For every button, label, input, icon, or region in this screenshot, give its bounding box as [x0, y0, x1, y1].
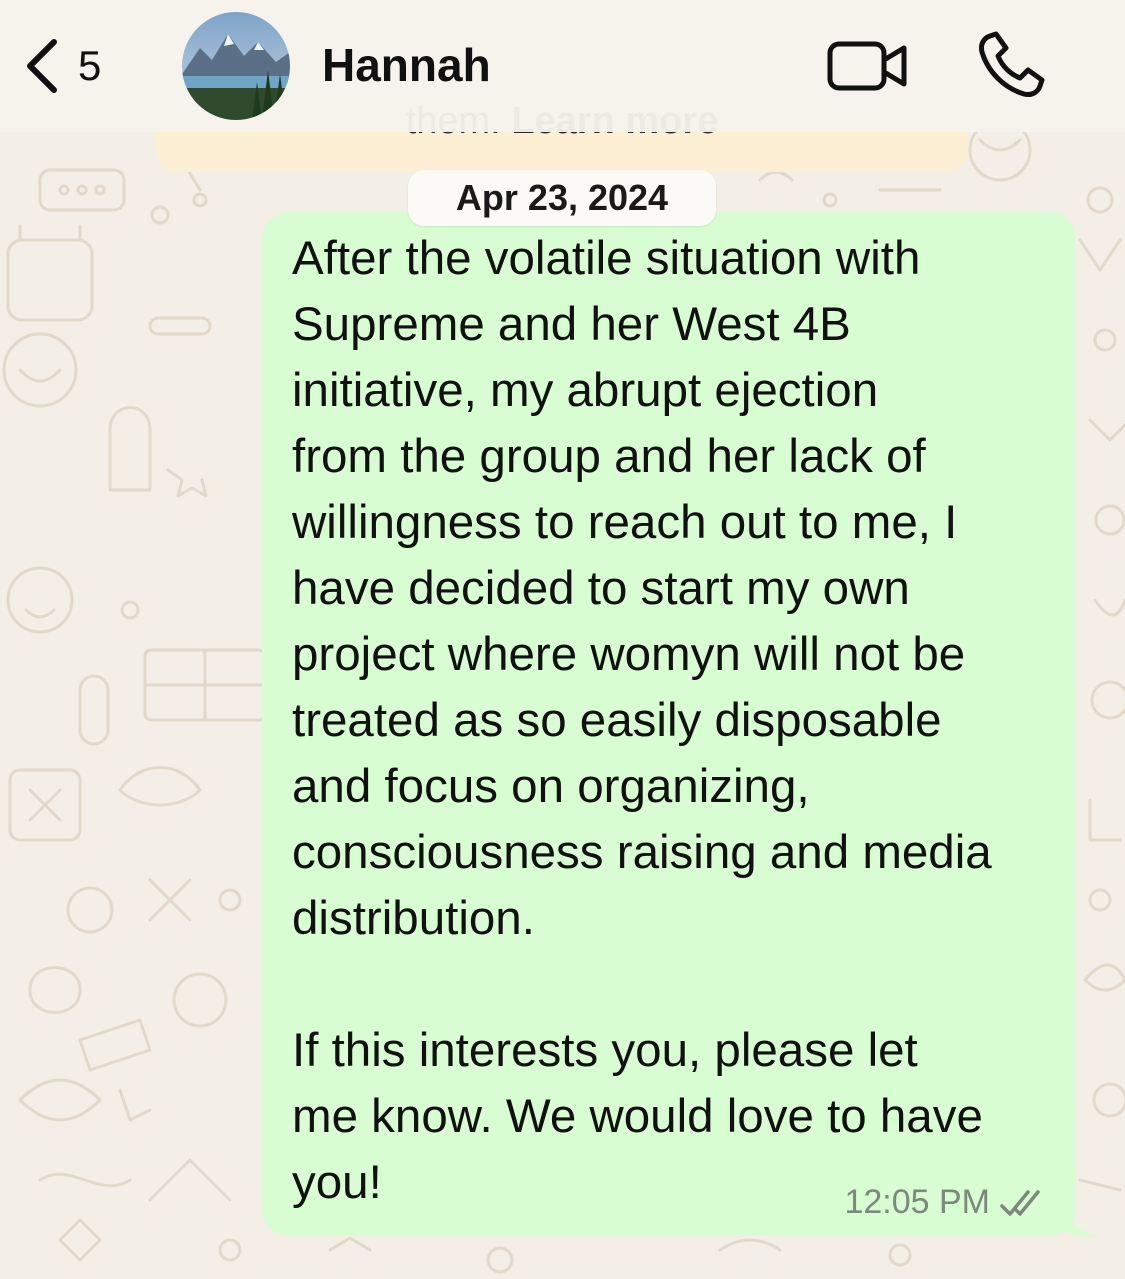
message-text: After the volatile situation with Supreme and her West 4B initiative, my abrupt ejection from the group and her lack of willingness to reach out to me, I have decided to start my own project where womyn will not be treated as so easily disposable and focus on organizing, consciousness raising and media distribution. If this interests you, please let me know. We would love to have you! — [292, 232, 992, 1209]
video-camera-icon[interactable] — [826, 36, 910, 96]
chevron-left-icon — [22, 36, 62, 96]
back-button[interactable] — [22, 34, 132, 98]
unread-count: 5 — [78, 42, 102, 89]
avatar[interactable] — [182, 12, 290, 120]
avatar-image — [182, 12, 290, 120]
outgoing-message-bubble[interactable] — [262, 212, 1076, 1236]
message-meta — [844, 1183, 1046, 1222]
date-separator: Apr 23, 2024 — [408, 170, 716, 226]
double-check-icon — [998, 1186, 1046, 1220]
message-time: 12:05 PM — [844, 1183, 990, 1221]
chat-header — [0, 0, 1125, 132]
phone-icon[interactable] — [976, 30, 1046, 100]
bubble-tail — [1060, 1196, 1100, 1238]
contact-name[interactable]: Hannah — [322, 39, 491, 91]
